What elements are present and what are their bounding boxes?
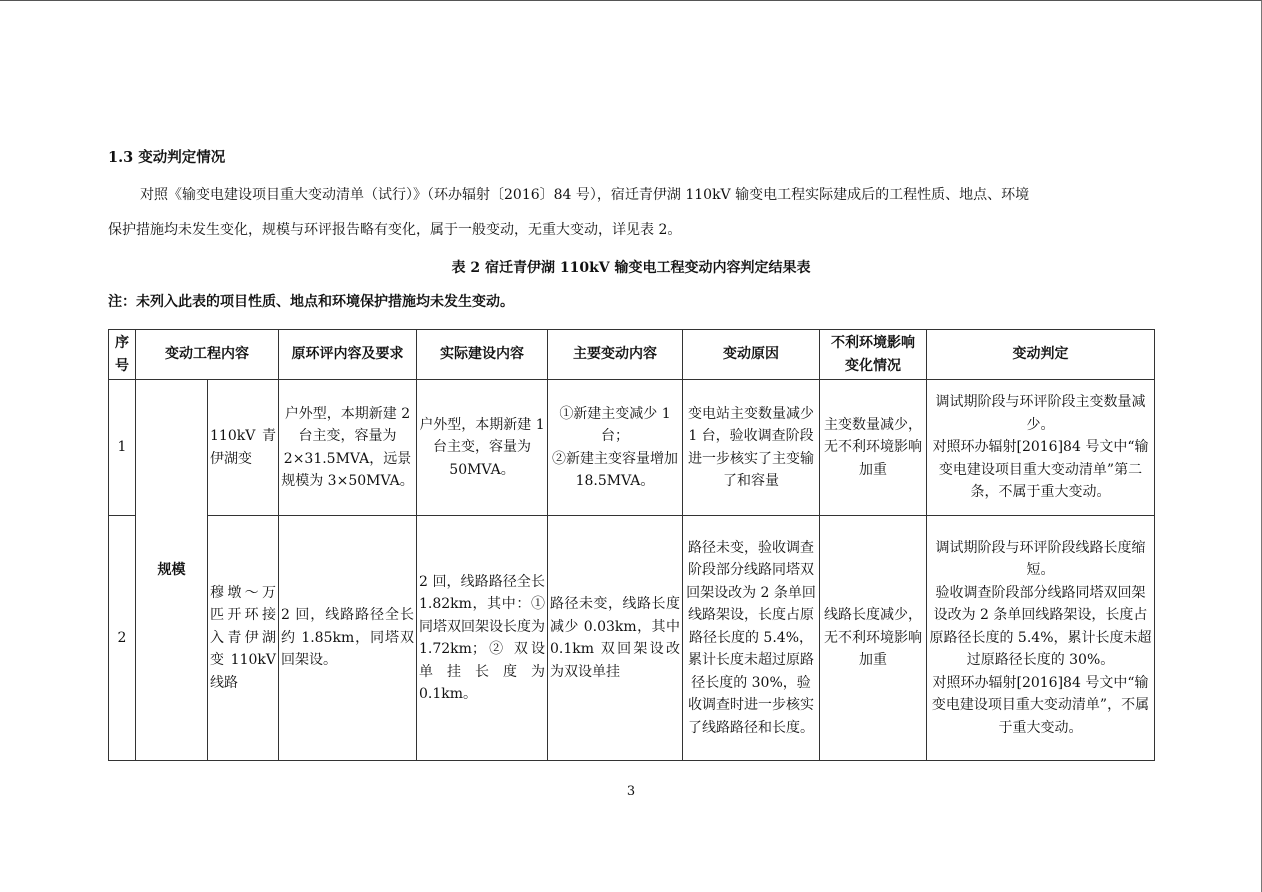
section-title: 1.3 变动判定情况 (108, 149, 226, 166)
header-impact: 不利环境影响 变化情况 (820, 330, 927, 380)
table-note: 注：未列入此表的项目性质、地点和环境保护措施均未发生变动。 (108, 294, 514, 310)
paragraph-line-1: 对照《输变电建设项目重大变动清单（试行）》（环办辐射〔2016〕84 号），宿迁青伊湖 110kV 输变电工程实际建成后的工程性质、地点、环境 (140, 187, 1030, 203)
row-original: 户外型，本期新建 2 台主变，容量为 2×31.5MVA，远景规模为 3×50MVA。 (279, 380, 417, 516)
row-main-change: 路径未变，线路长度减少 0.03km，其中 0.1km 双回架设改为双设单挂 (548, 516, 683, 761)
row-impact: 主变数量减少，无不利环境影响加重 (820, 380, 927, 516)
header-original: 原环评内容及要求 (279, 330, 417, 380)
header-judgment: 变动判定 (927, 330, 1155, 380)
header-main-change: 主要变动内容 (548, 330, 683, 380)
row-judgment: 调试期阶段与环评阶段线路长度缩短。 验收调查阶段部分线路同塔双回架设改为 2 条单回线路架设，长度占原路径长度的 5.4%，累计长度未超过原路径长度的 30%。 对照环办辐射[2016]84 号文中“输变电建设项目重大变动清单”，不属于重大变动。 (927, 516, 1155, 761)
row-judgment: 调试期阶段与环评阶段主变数量减少。 对照环办辐射[2016]84 号文中“输变电建设项目重大变动清单”第二条，不属于重大变动。 (927, 380, 1155, 516)
table-row (109, 516, 1155, 761)
header-item: 变动工程内容 (136, 330, 279, 380)
page-number: 3 (626, 784, 636, 799)
row-reason: 变电站主变数量减少 1 台，验收调查阶段进一步核实了主变输了和容量 (683, 380, 820, 516)
row-actual: 2 回，线路路径全长 1.82km，其中：① 同塔双回架设长度为 1.72km；② 双设单挂长度为 0.1km。 (417, 516, 548, 761)
table-row (109, 380, 1155, 516)
header-reason: 变动原因 (683, 330, 820, 380)
table-caption: 表 2 宿迁青伊湖 110kV 输变电工程变动内容判定结果表 (451, 260, 811, 276)
row-sub-item: 穆墩～万匹开环接入青伊湖变 110kV 线路 (208, 516, 279, 761)
category-cell: 规模 (136, 380, 208, 761)
header-seq: 序 号 (109, 330, 136, 380)
row-seq: 1 (109, 380, 136, 516)
body-paragraph (108, 178, 1154, 248)
header-actual: 实际建设内容 (417, 330, 548, 380)
row-seq: 2 (109, 516, 136, 761)
row-reason: 路径未变，验收调查阶段部分线路同塔双回架设改为 2 条单回线路架设，长度占原路径长度的 5.4%，累计长度未超过原路径长度的 30%，验收调查时进一步核实了线路路径和长度。 (683, 516, 820, 761)
row-actual: 户外型，本期新建 1 台主变，容量为 50MVA。 (417, 380, 548, 516)
row-impact: 线路长度减少，无不利环境影响加重 (820, 516, 927, 761)
row-original: 2 回，线路路径全长约 1.85km，同塔双回架设。 (279, 516, 417, 761)
paragraph-line-2: 保护措施均未发生变化，规模与环评报告略有变化，属于一般变动，无重大变动，详见表 2。 (108, 222, 682, 238)
table-header-row (109, 330, 1155, 380)
row-main-change: ①新建主变减少 1 台； ②新建主变容量增加 18.5MVA。 (548, 380, 683, 516)
change-judgment-table (108, 329, 1155, 761)
row-sub-item: 110kV 青伊湖变 (208, 380, 279, 516)
